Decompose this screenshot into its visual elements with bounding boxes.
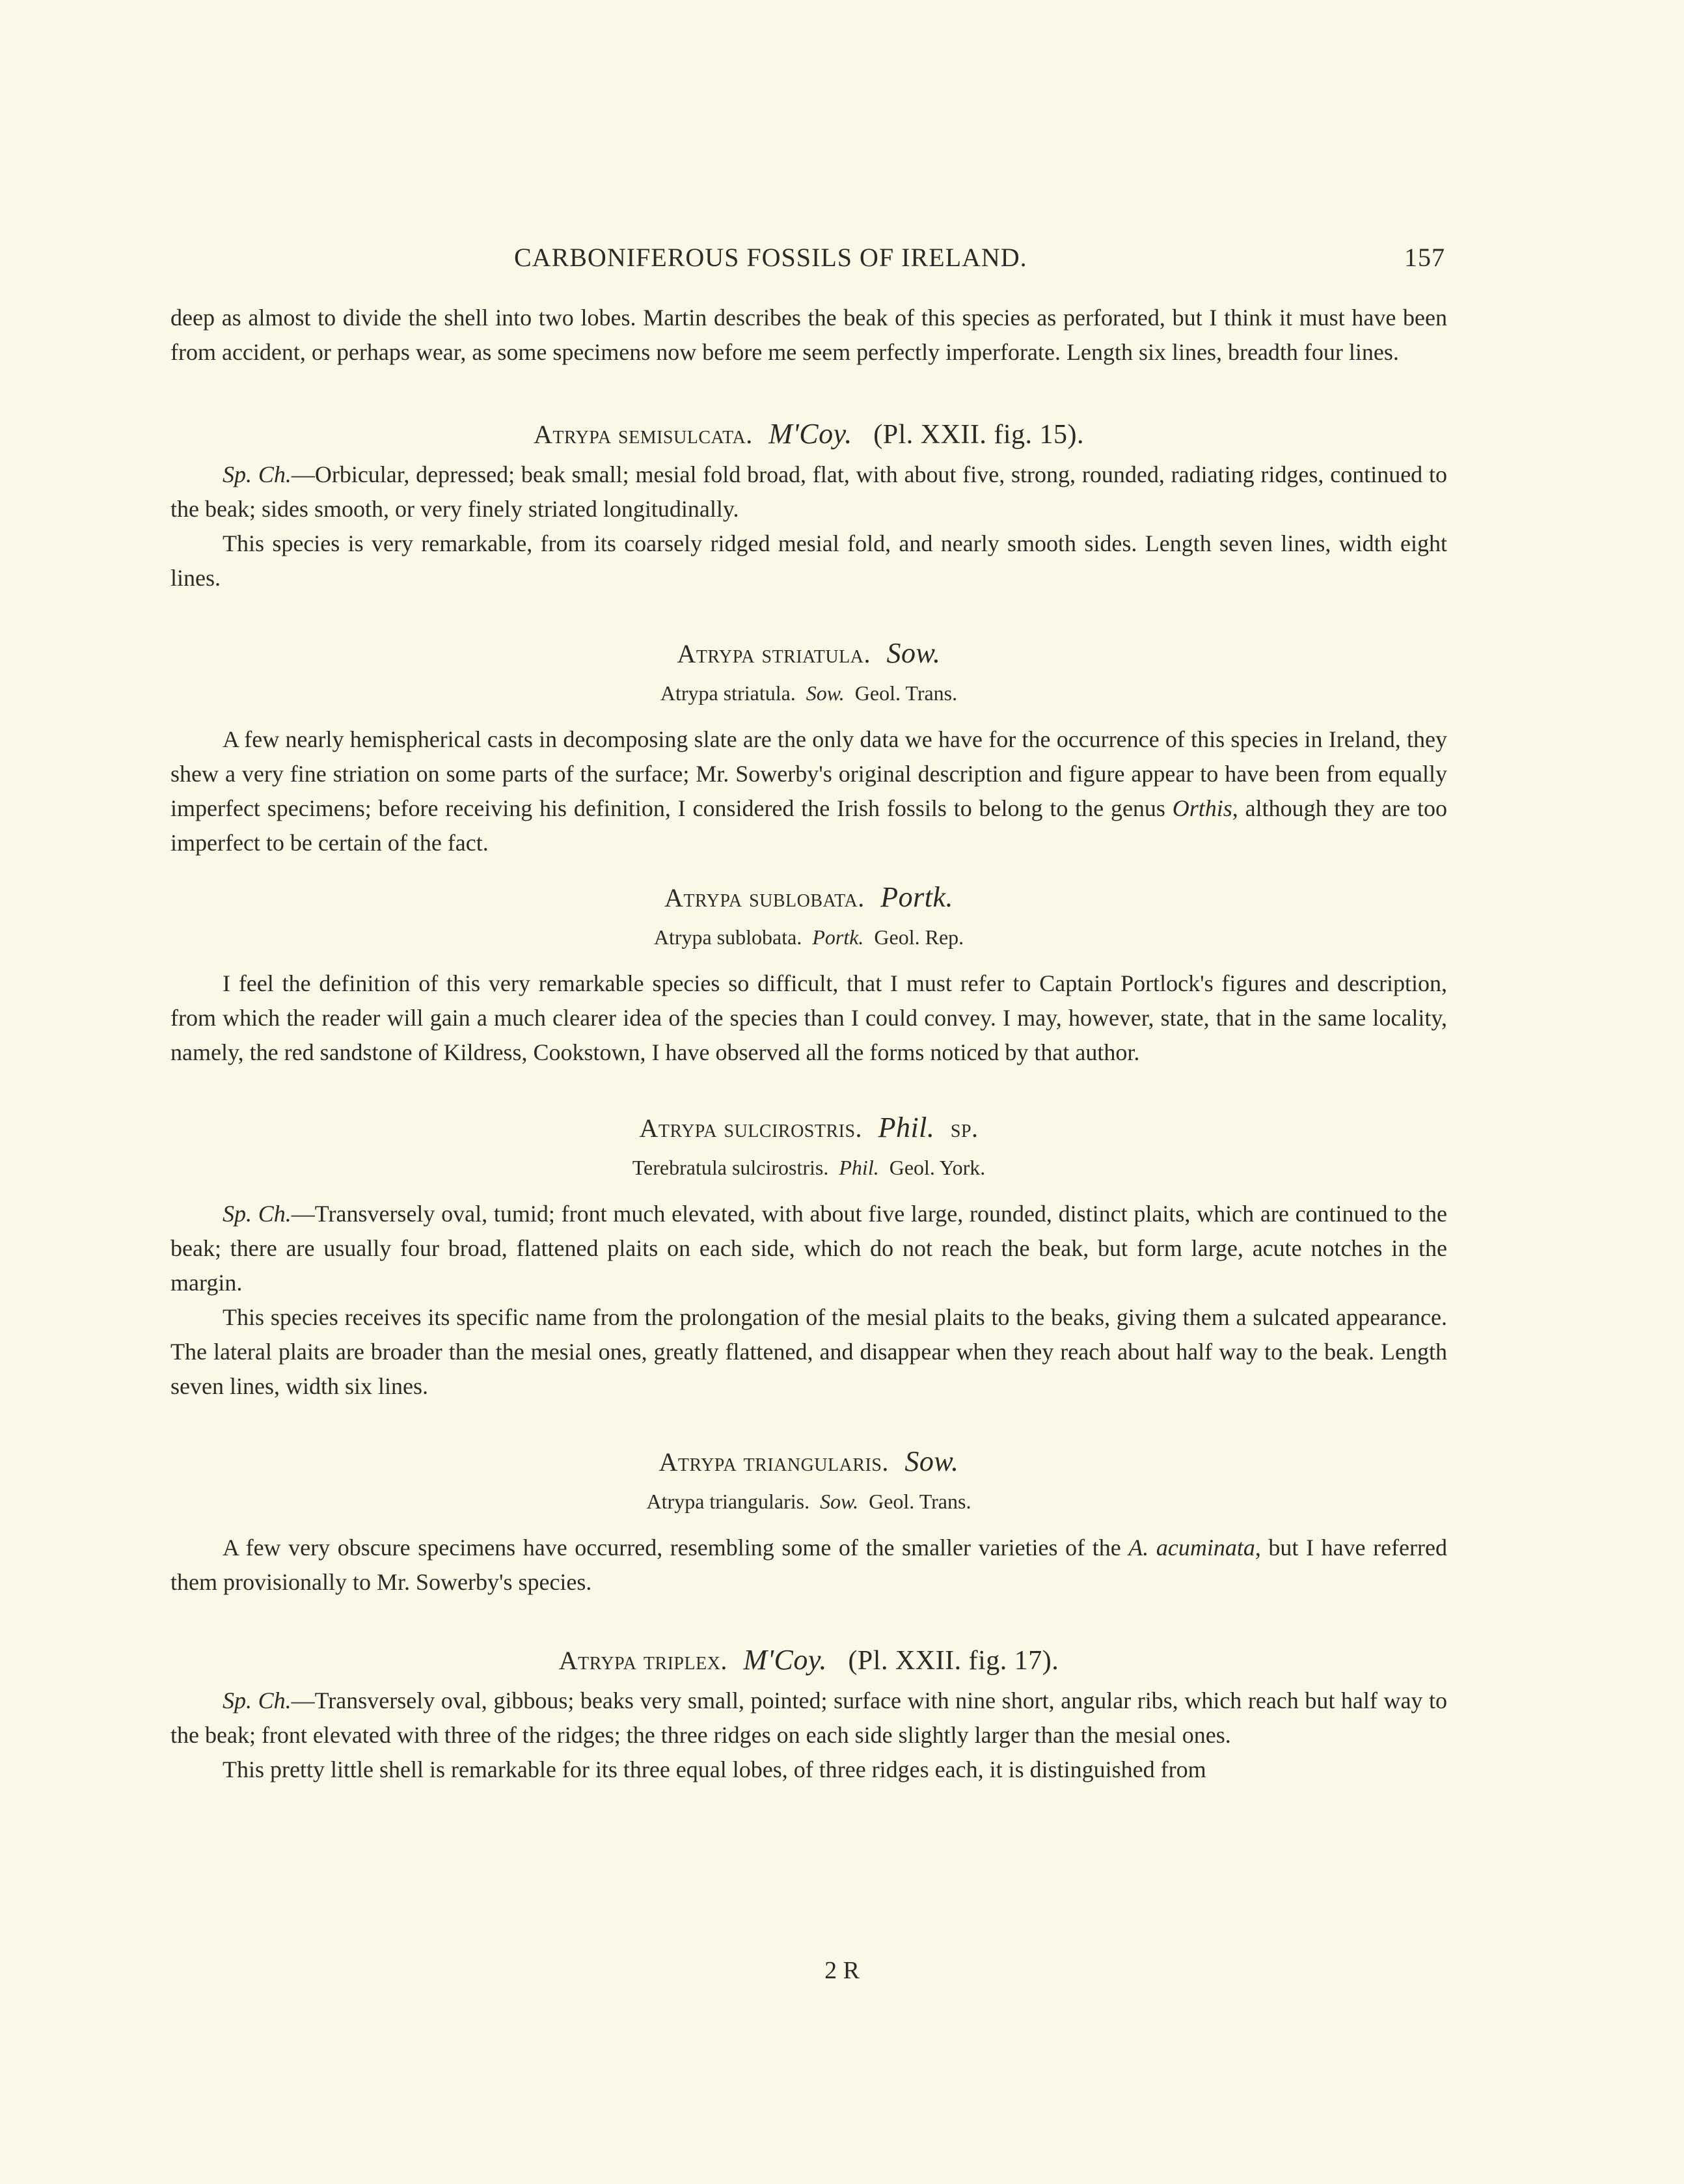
species-name: Atrypa triangularis. bbox=[659, 1447, 889, 1477]
synonym-name: Atrypa triangularis. bbox=[646, 1490, 810, 1513]
text-run: , although they are too imperfect to be certain of the fact. bbox=[170, 795, 1447, 856]
page-number: 157 bbox=[1404, 243, 1445, 272]
synonymy-line bbox=[170, 676, 1447, 711]
synonymy-line bbox=[170, 920, 1447, 955]
remarks-paragraph: This pretty little shell is remarkable for its three equal lobes, of three ridges each, it is distinguished from bbox=[223, 1756, 1206, 1782]
species-italic: A. acuminata bbox=[1128, 1535, 1255, 1561]
signature-mark: 2 R bbox=[824, 1957, 860, 1984]
species-heading-striatula bbox=[170, 636, 1447, 671]
sp-ch-label: Sp. Ch. bbox=[223, 461, 292, 487]
text-run: , but I have referred them provisionally to Mr. Sowerby's species. bbox=[170, 1535, 1447, 1595]
species-author-suffix: sp. bbox=[950, 1113, 979, 1143]
species-author: M'Coy. bbox=[768, 418, 852, 450]
synonym-author: Sow. bbox=[820, 1490, 859, 1513]
species-name: Atrypa sublobata. bbox=[664, 883, 865, 912]
synonym-name: Atrypa striatula. bbox=[660, 681, 796, 705]
description-text: —Orbicular, depressed; beak small; mesial fold broad, flat, with about five, strong, rounded, radiating ridges, continued to the beak; sides smooth, or very finely striated longitudinally. bbox=[170, 461, 1447, 522]
plate-reference: (Pl. XXII. fig. 17). bbox=[848, 1646, 1059, 1676]
description-text: —Transversely oval, gibbous; beaks very small, pointed; surface with nine short, angular ribs, which reach but half way to the beak; front elevated with three of the ridges; the three ridges on each side slightly larger than the mesial ones. bbox=[170, 1687, 1447, 1748]
running-title: CARBONIFEROUS FOSSILS OF IRELAND. bbox=[514, 243, 1027, 272]
synonym-source: Geol. Rep. bbox=[874, 925, 964, 949]
synonym-author: Sow. bbox=[806, 681, 845, 705]
remarks-paragraph: I feel the definition of this very remarkable species so difficult, that I must refer to Captain Portlock's figures and description, from which the reader will gain a much clearer idea of the species than I could convey. I may, however, state, that in the same locality, namely, the red sandstone of Kildress, Cookstown, I have observed all the forms noticed by that author. bbox=[170, 970, 1447, 1065]
text-run: A few nearly hemispherical casts in decomposing slate are the only data we have for the occurrence of this species in Ireland, they shew a very fine striation on some parts of the surface; Mr. Sowerby's original description and figure appear to have been from equally imperfect specimens; before receiving his definition, I considered the Irish fossils to belong to the genus bbox=[170, 726, 1447, 821]
specific-characters bbox=[170, 457, 1447, 526]
specific-characters bbox=[170, 1197, 1447, 1300]
species-heading-sublobata bbox=[170, 880, 1447, 915]
synonym-author: Portk. bbox=[812, 925, 864, 949]
genus-italic: Orthis bbox=[1172, 795, 1232, 821]
synonym-name: Atrypa sublobata. bbox=[653, 925, 802, 949]
species-name: Atrypa striatula. bbox=[677, 639, 871, 668]
species-heading-triangularis bbox=[170, 1444, 1447, 1479]
description-text: —Transversely oval, tumid; front much elevated, with about five large, rounded, distinct plaits, which are continued to the beak; there are usually four broad, flattened plaits on each side, which do not reach the beak, but form large, acute notches in the margin. bbox=[170, 1201, 1447, 1296]
specific-characters bbox=[170, 1684, 1447, 1753]
species-author: M'Coy. bbox=[743, 1644, 827, 1676]
remarks-paragraph bbox=[170, 1531, 1447, 1600]
remarks-paragraph: This species is very remarkable, from its coarsely ridged mesial fold, and nearly smooth sides. Length seven lines, width eight lines. bbox=[170, 530, 1447, 591]
species-heading-triplex bbox=[170, 1643, 1447, 1678]
species-heading-sulcirostris bbox=[170, 1110, 1447, 1145]
species-heading-semisulcata bbox=[170, 416, 1447, 452]
species-author: Portk. bbox=[880, 881, 953, 913]
species-author: Phil. bbox=[878, 1112, 935, 1143]
plate-reference: (Pl. XXII. fig. 15). bbox=[873, 420, 1085, 450]
text-run: A few very obscure specimens have occurred, resembling some of the smaller varieties of the bbox=[223, 1535, 1129, 1561]
species-author: Sow. bbox=[904, 1445, 959, 1477]
remarks-paragraph: This species receives its specific name from the prolongation of the mesial plaits to the beaks, giving them a sulcated appearance. The lateral plaits are broader than the mesial ones, greatly flattened, and disappear when they reach about half way to the beak. Length seven lines, width six lines. bbox=[170, 1304, 1447, 1399]
synonym-source: Geol. Trans. bbox=[854, 681, 958, 705]
species-name: Atrypa semisulcata. bbox=[533, 420, 753, 449]
page-body bbox=[170, 301, 1447, 1787]
species-name: Atrypa sulcirostris. bbox=[639, 1113, 863, 1143]
intro-paragraph: deep as almost to divide the shell into two lobes. Martin describes the beak of this species as perforated, but I think it must have been from accident, or perhaps wear, as some specimens now before me seem perfectly imperforate. Length six lines, breadth four lines. bbox=[170, 305, 1447, 365]
synonym-author: Phil. bbox=[839, 1156, 879, 1179]
synonymy-line bbox=[170, 1484, 1447, 1519]
sp-ch-label: Sp. Ch. bbox=[223, 1201, 292, 1227]
synonymy-line bbox=[170, 1151, 1447, 1185]
synonym-source: Geol. York. bbox=[889, 1156, 986, 1179]
synonym-name: Terebratula sulcirostris. bbox=[632, 1156, 829, 1179]
sp-ch-label: Sp. Ch. bbox=[223, 1687, 292, 1713]
species-author: Sow. bbox=[886, 637, 941, 669]
species-name: Atrypa triplex. bbox=[558, 1646, 727, 1675]
synonym-source: Geol. Trans. bbox=[869, 1490, 971, 1513]
remarks-paragraph bbox=[170, 722, 1447, 860]
